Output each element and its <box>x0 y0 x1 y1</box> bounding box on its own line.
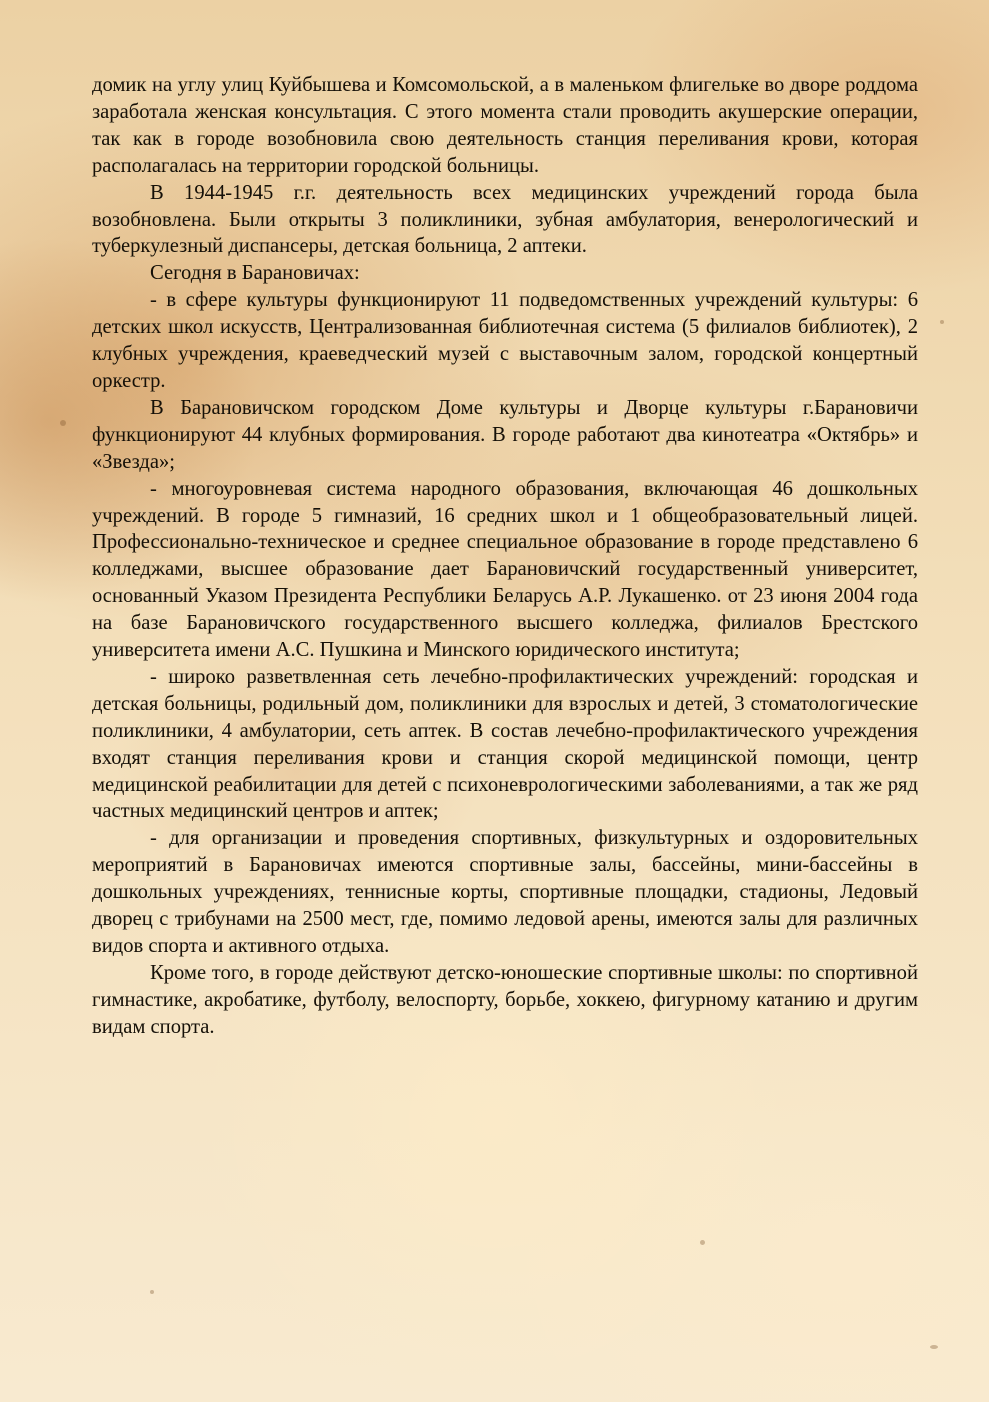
paragraph-sports-facilities: - для организации и проведения спортивных, физкультурных и оздоровительных мероприятий в Барановичах имеются спортивные залы, бассейны, мини-бассейны в дошкольных учреждениях, теннисные корты, спортивные площадки, стадионы, Ледовый дворец с трибунами на 2500 мест, где, помимо ледовой арены, имеются залы для различных видов спорта и активного отдыха. <box>92 827 918 957</box>
paragraph-sports-schools: Кроме того, в городе действуют детско-юношеские спортивные школы: по спортивной гимнастике, акробатике, футболу, велоспорту, борьбе, хоккею, фигурному катанию и другим видам спорта. <box>92 961 918 1038</box>
paragraph-education: - многоуровневая система народного образования, включающая 46 дошкольных учреждений. В городе 5 гимназий, 16 средних школ и 1 общеобразовательный лицей. Профессионально-техническое и среднее специальное образование в городе представлено 6 колледжами, высшее образование дает Барановичский государственный университет, основанный Указом Президента Республики Беларусь А.Р. Лукашенко. от 23 июня 2004 года на базе Барановичского государственного высшего колледжа, филиалов Брестского университета имени А.С. Пушкина и Минского юридического института; <box>92 477 918 662</box>
paragraph-1944-1945-restoration: В 1944-1945 г.г. деятельность всех медицинских учреждений города была возобновлена. Были открыты 3 поликлиники, зубная амбулатория, венерологический и туберкулезный диспансеры, детская больница, 2 аптеки. <box>92 181 918 258</box>
paper-speck <box>940 320 944 324</box>
paragraph-maternity-history: домик на углу улиц Куйбышева и Комсомольской, а в маленьком флигельке во дворе роддома заработала женская консультация. С этого момента стали проводить акушерские операции, так как в городе возобновила свою деятельность станция переливания крови, которая располагалась на территории городской больницы. <box>92 74 918 177</box>
paper-speck <box>930 1345 938 1349</box>
paragraph-healthcare: - широко разветвленная сеть лечебно-профилактических учреждений: городская и детская больницы, родильный дом, поликлиники для взрослых и детей, 3 стоматологические поликлиники, 4 амбулатории, сеть аптек. В состав лечебно-профилактического учреждения входят станция переливания крови и станция скорой медицинской помощи, центр медицинской реабилитации для детей с психоневрологическими заболеваниями, а так же ряд частных медицинский центров и аптек; <box>92 665 918 823</box>
paper-speck <box>150 1290 154 1294</box>
paragraph-houses-of-culture: В Барановичском городском Доме культуры и Дворце культуры г.Барановичи функционируют 44 клубных формирования. В городе работают два кинотеатра «Октябрь» и «Звезда»; <box>92 396 918 473</box>
paragraph-today-intro: Сегодня в Барановичах: <box>150 262 360 285</box>
paper-speck <box>60 420 66 426</box>
document-page <box>92 72 918 1041</box>
paper-speck <box>700 1240 705 1245</box>
paragraph-culture: - в сфере культуры функционируют 11 подведомственных учреждений культуры: 6 детских школ искусств, Централизованная библиотечная система (5 филиалов библиотек), 2 клубных учреждения, краеведческий музей с выставочным залом, городской концертный оркестр. <box>92 289 918 392</box>
